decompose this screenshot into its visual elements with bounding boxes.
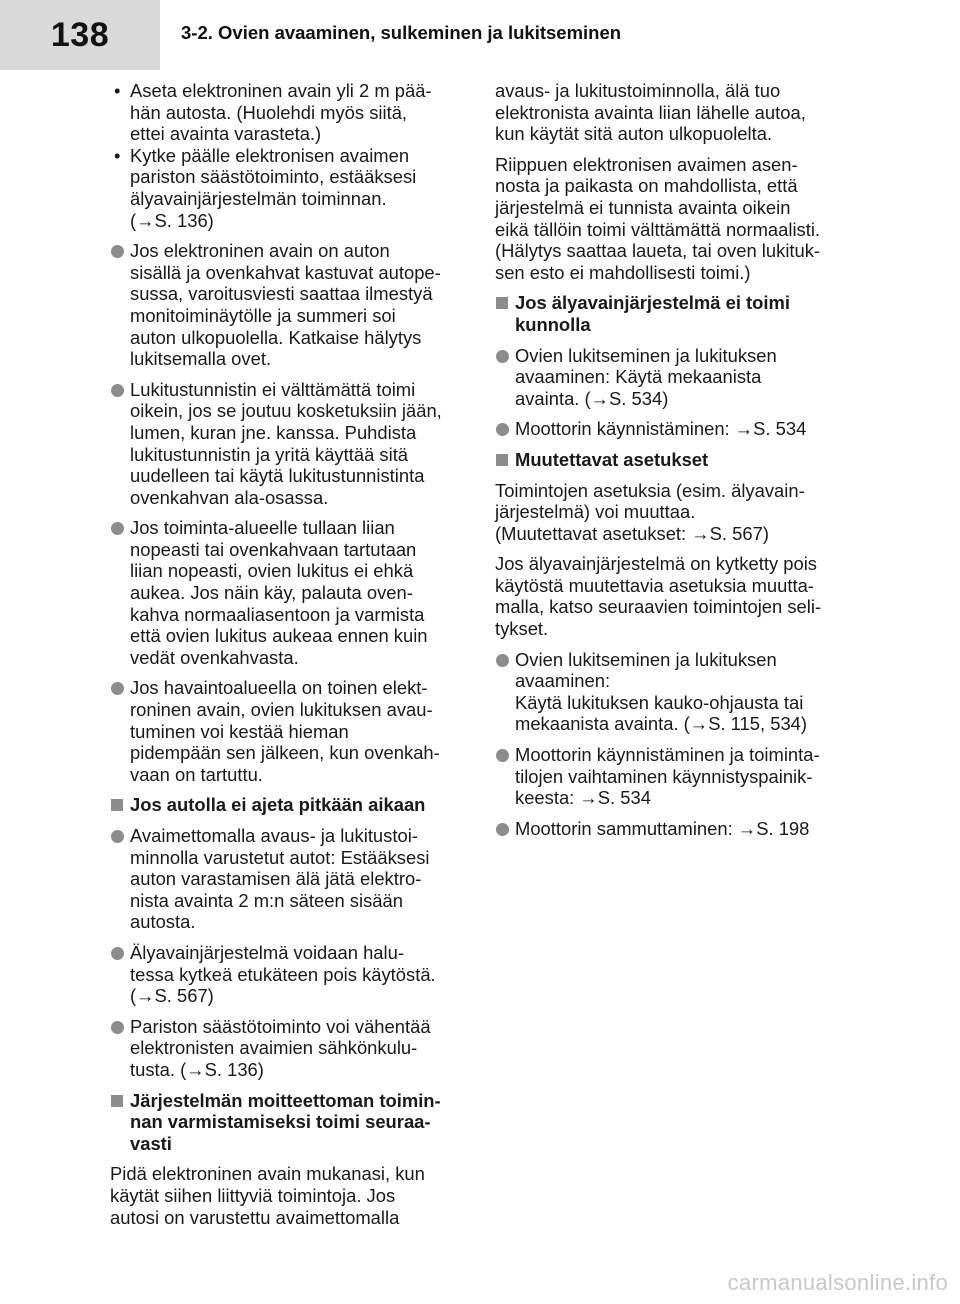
watermark: carmanualsonline.info xyxy=(727,1270,948,1295)
bullet-dot-icon xyxy=(111,1021,124,1034)
bullet-item: Pariston säästötoiminto voi vähentää elektronisten avaimien sähkönkulu- tusta. (→S. 136) xyxy=(110,1016,466,1081)
page-header xyxy=(0,0,960,72)
paragraph: avaus- ja lukitustoiminnolla, älä tuo elektronista avainta liian lähelle autoa, kun käytät sitä auton ulkopuolelta. xyxy=(495,80,806,145)
bullet-item: Lukitustunnistin ei välttämättä toimi oikein, jos se joutuu kosketuksiin jään, lumen, kuran jne. kanssa. Puhdista lukitustunnistin ja yritä käyttää sitä uudelleen tai käytä lukitustunnistinta ovenkahvan ala-osassa. xyxy=(110,379,466,509)
bullet-dot-icon xyxy=(496,423,509,436)
bullet-item: Ovien lukitseminen ja lukituksen avaaminen: Käytä lukituksen kauko-ohjausta tai mekaanista avainta. (→S. 115, 534) xyxy=(495,649,847,735)
sub-bullet: • Kytke päälle elektronisen avaimen pariston säästötoiminto, estääksesi älyavainjärjestelmän toiminnan. (→S. 136) xyxy=(114,144,417,231)
bullet-item: Jos toiminta-alueelle tullaan liian nopeasti tai ovenkahvaan tartutaan liian nopeasti, ovien lukitus ei ehkä aukea. Jos näin käy, palauta oven- kahva normaaliasentoon ja varmista että ovien lukitus aukeaa ennen kuin vedät ovenkahvasta. xyxy=(110,517,466,668)
bullet-dot-icon xyxy=(496,350,509,363)
heading-square-icon xyxy=(111,799,123,811)
section-heading: Jos autolla ei ajeta pitkään aikaan xyxy=(110,794,466,816)
paragraph: Riippuen elektronisen avaimen asen- nosta ja paikasta on mahdollista, että järjestelmä ei tunnista avainta oikein eikä tällöin toimi välttämättä normaalisti. (Hälytys saattaa laueta, tai oven lukituk- sen esto ei mahdollisesti toimi.) xyxy=(495,153,821,283)
right-column xyxy=(495,80,847,848)
heading-square-icon xyxy=(496,297,508,309)
section-heading: Järjestelmän moitteettoman toimin- nan varmistamiseksi toimi seuraa- vasti xyxy=(110,1090,466,1155)
bullet-dot-icon xyxy=(111,522,124,535)
bullet-dot-icon xyxy=(496,823,509,836)
paragraph: Jos älyavainjärjestelmä on kytketty pois käytöstä muutettavia asetuksia muutta- malla, katso seuraavien toimintojen seli- tykset. xyxy=(495,553,822,640)
page-number: 138 xyxy=(50,15,110,54)
bullet-dot-icon xyxy=(496,749,509,762)
section-heading: Jos älyavainjärjestelmä ei toimi kunnolla xyxy=(495,292,847,335)
heading-square-icon xyxy=(496,454,508,466)
bullet-dot-icon xyxy=(111,384,124,397)
paragraph: Toimintojen asetuksia (esim. älyavain- järjestelmä) voi muuttaa. (Muutettavat asetukset: →S. 567) xyxy=(495,479,805,544)
bullet-item: Jos elektroninen avain on auton sisällä ja ovenkahvat kastuvat autope- sussa, varoitusviesti saattaa ilmestyä monitoiminäytölle ja summeri soi auton ulkopuolella. Katkaise hälytys lukitsemalla ovet. xyxy=(110,240,466,370)
bullet-dot-icon xyxy=(111,947,124,960)
bullet-item: Jos havaintoalueella on toinen elekt- roninen avain, ovien lukituksen avau- tuminen voi kestää hieman pidempään sen jälkeen, kun ovenkah- vaan on tartuttu. xyxy=(110,677,466,785)
bullet-item: Moottorin käynnistäminen: →S. 534 xyxy=(495,418,847,440)
paragraph: Pidä elektroninen avain mukanasi, kun käytät siihen liittyviä toimintoja. Jos autosi on varustettu avaimettomalla xyxy=(110,1163,425,1228)
bullet-dot-icon xyxy=(111,682,124,695)
bullet-dot-icon xyxy=(496,654,509,667)
page-number-box xyxy=(0,0,160,70)
heading-square-icon xyxy=(111,1095,123,1107)
bullet-item: Moottorin sammuttaminen: →S. 198 xyxy=(495,818,847,840)
left-column xyxy=(110,80,466,1237)
bullet-item: Älyavainjärjestelmä voidaan halu- tessa kytkeä etukäteen pois käytöstä. (→S. 567) xyxy=(110,942,466,1007)
bullet-item: Moottorin käynnistäminen ja toiminta- tilojen vaihtaminen käynnistyspainik- keesta: →S. 534 xyxy=(495,744,847,809)
bullet-dot-icon xyxy=(111,245,124,258)
section-heading: Muutettavat asetukset xyxy=(495,449,847,471)
bullet-item: Avaimettomalla avaus- ja lukitustoi- minnolla varustetut autot: Estääksesi auton varastamisen älä jätä elektro- nista avainta 2 m:n säteen sisään autosta. xyxy=(110,825,466,933)
bullet-dot-icon xyxy=(111,830,124,843)
bullet-item: Ovien lukitseminen ja lukituksen avaaminen: Käytä mekaanista avainta. (→S. 534) xyxy=(495,345,847,410)
sub-bullet: • Aseta elektroninen avain yli 2 m pää- hän autosta. (Huolehdi myös siitä, ettei avainta varasteta.) xyxy=(114,80,432,145)
chapter-title: 3-2. Ovien avaaminen, sulkeminen ja lukitseminen xyxy=(181,22,622,43)
